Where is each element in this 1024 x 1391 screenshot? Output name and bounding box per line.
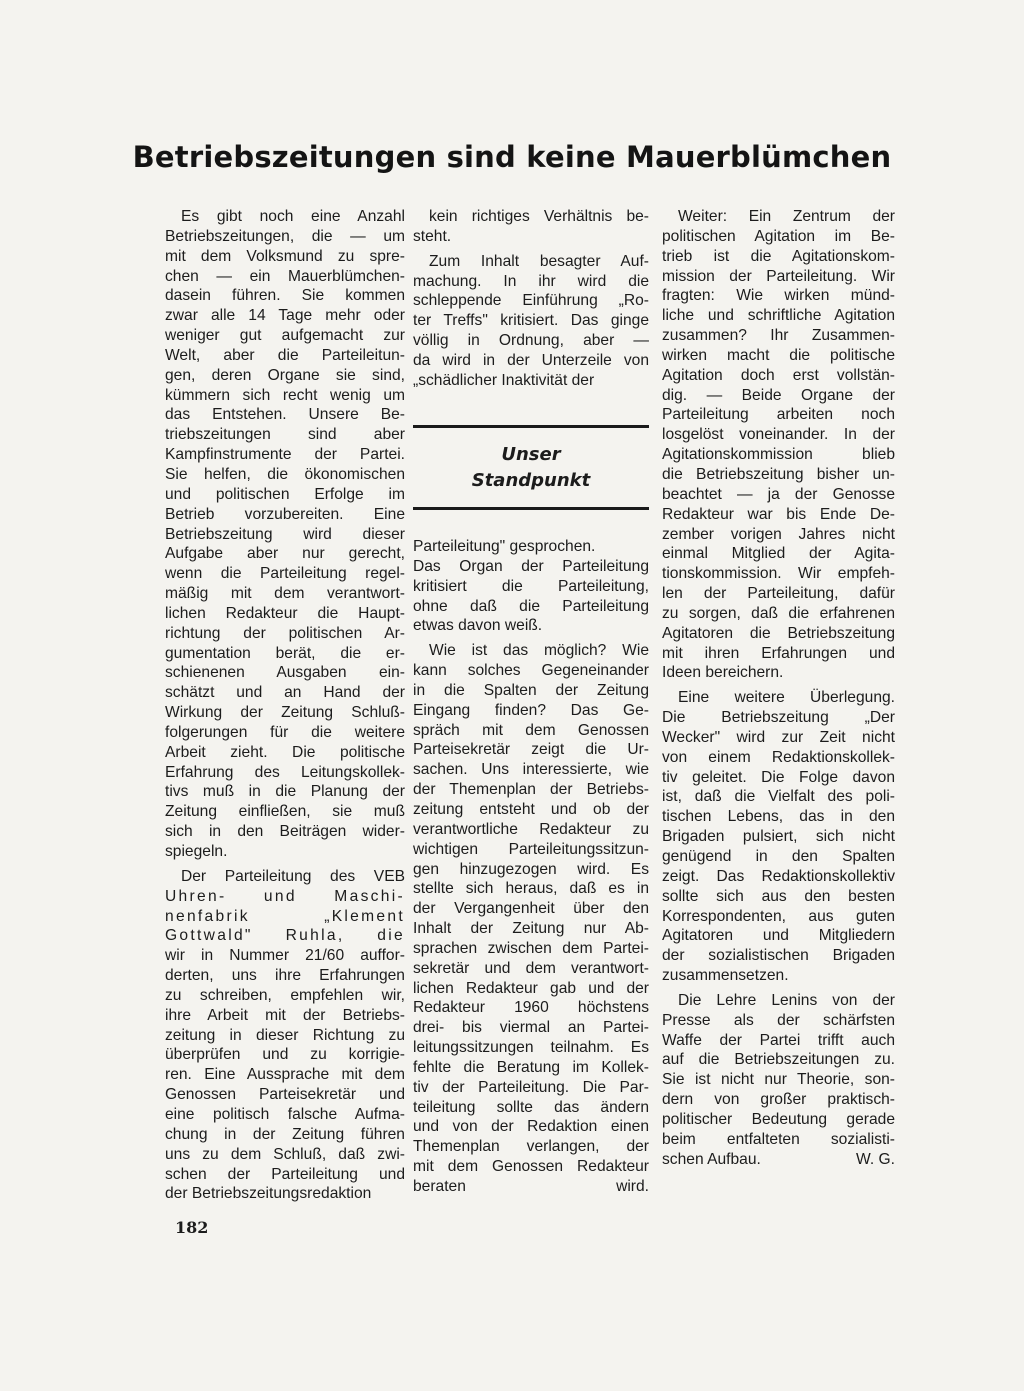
text-line: Welt, aber die Parteileitun- xyxy=(165,346,405,364)
text-line: mission der Parteileitung. Wir xyxy=(662,267,895,285)
text-line: chung in der Zeitung führen xyxy=(165,1125,405,1143)
column-3 xyxy=(662,207,895,1170)
text-line: zeitung entsteht und ob der xyxy=(413,800,649,818)
text-line: politischer Bedeutung gerade xyxy=(662,1110,895,1128)
column-2-upper xyxy=(413,207,649,391)
text-line: Eine weitere Überlegung. xyxy=(678,689,895,707)
text-line: spräch mit dem Genossen xyxy=(413,721,649,739)
text-line: losgelöst voneinander. In der xyxy=(662,426,895,444)
text-line: wir in Nummer 21/60 auffor- xyxy=(165,947,405,965)
text-line: schen der Parteileitung und xyxy=(165,1165,405,1183)
text-line: tionskommission. Wir empfeh- xyxy=(662,565,895,583)
text-line: Parteileitung arbeiten noch xyxy=(662,406,895,424)
text-line: überprüfen und zu korrigie- xyxy=(165,1046,405,1064)
text-line: zeitung in dieser Richtung zu xyxy=(165,1026,405,1044)
text-line: eine politisch falsche Aufma- xyxy=(165,1105,405,1123)
text-line: Redakteur 1960 höchstens xyxy=(413,999,649,1017)
text-line: tivs muß in die Planung der xyxy=(165,783,405,801)
text-line: wirken macht die politische xyxy=(662,346,895,364)
text-line: leitungssitzungen teilnahm. Es xyxy=(413,1039,649,1057)
text-line: Inhalt der Zeitung nur Ab- xyxy=(413,920,649,938)
text-line: lichen Redakteur gab und der xyxy=(413,979,649,997)
text-line: Ideen bereichern. xyxy=(662,664,784,682)
text-line: in die Spalten der Zeitung xyxy=(413,681,649,699)
text-line: sachen. Uns interessierte, wie xyxy=(413,761,649,779)
text-line: Agitatoren die Betriebszeitung xyxy=(662,624,895,642)
text-line: spiegeln. xyxy=(165,843,228,860)
text-line: steht. xyxy=(413,227,452,245)
text-line: Wecker" wird zur Zeit nicht xyxy=(662,728,895,746)
text-line: Betrieb vorzubereiten. Eine xyxy=(165,505,405,523)
text-line: einmal Mitglied der Agita- xyxy=(662,545,895,563)
text-line: verantwortliche Redakteur zu xyxy=(413,820,649,838)
text-line: nenfabrik „Klement xyxy=(165,907,405,925)
text-line: liche und schriftliche Agitation xyxy=(662,307,895,325)
text-line: Presse als der schärfsten xyxy=(662,1011,895,1029)
text-line: zwar alle 14 Tage mehr oder xyxy=(165,307,405,325)
text-line: zusammen? Ihr Zusammen- xyxy=(662,327,895,345)
text-line: chen — ein Mauerblümchen- xyxy=(165,267,405,285)
text-line: Waffe der Partei trifft auch xyxy=(662,1031,895,1049)
text-line: Die Betriebszeitung „Der xyxy=(662,709,895,727)
text-line: fragten: Wie wirken münd- xyxy=(662,287,895,305)
text-line: Zum Inhalt besagter Auf- xyxy=(429,252,649,270)
page-number: 182 xyxy=(175,1218,209,1237)
text-line: Agitationskommission blieb xyxy=(662,446,895,464)
text-line: mäßig mit dem verantwort- xyxy=(165,585,405,603)
text-line: auf die Betriebszeitungen zu. xyxy=(662,1051,895,1069)
text-line: ter Treffs" kritisiert. Das ginge xyxy=(413,312,649,330)
text-line: Die Lehre Lenins von der xyxy=(678,991,895,1009)
text-line: stellte sich heraus, daß es in xyxy=(413,880,649,898)
box-top-rule xyxy=(413,425,649,428)
text-line: mit dem Volksmund zu spre- xyxy=(165,247,405,265)
text-line: von einem Redaktionskollek- xyxy=(662,748,895,766)
text-line: beraten wird. xyxy=(413,1178,649,1195)
text-line: gen, deren Organe sie sind, xyxy=(165,366,405,384)
text-line: der Themenplan der Betriebs- xyxy=(413,781,649,799)
text-line: Parteisekretär zeigt die Ur- xyxy=(413,741,649,759)
text-line: völlig in Ordnung, aber — xyxy=(413,332,649,350)
text-line: wichtigen Parteileitungssitzun- xyxy=(413,840,649,858)
text-line: Betriebszeitungen, die — um xyxy=(165,227,405,245)
text-line: Arbeit zieht. Die politische xyxy=(165,743,405,761)
box-heading-line-1: Unser xyxy=(501,444,561,465)
text-line: kritisiert die Parteileitung, xyxy=(413,577,649,595)
text-line: und politischen Erfolge im xyxy=(165,485,405,503)
text-line: Redakteur war bis Ende De- xyxy=(662,505,895,523)
text-line: derten, uns ihre Erfahrungen xyxy=(165,967,405,985)
text-line: mit dem Genossen Redakteur xyxy=(413,1158,649,1176)
text-line: zu schreiben, empfehlen wir, xyxy=(165,986,405,1004)
text-line: Zeitung einfließen, sie muß xyxy=(165,803,405,821)
box-bottom-rule xyxy=(413,507,649,510)
text-line: Agitatoren und Mitgliedern xyxy=(662,927,895,945)
text-line: zusammensetzen. xyxy=(662,967,789,985)
text-line: Sie ist nicht nur Theorie, son- xyxy=(662,1071,895,1089)
text-line: lichen Redakteur die Haupt- xyxy=(165,604,405,622)
text-line: Erfahrung des Leitungskollek- xyxy=(165,763,405,781)
text-line: schleppende Einführung „Ro- xyxy=(413,292,649,310)
text-line: Brigaden pulsiert, sich nicht xyxy=(662,828,895,846)
text-line: Wie ist das möglich? Wie xyxy=(429,642,649,660)
text-line: kümmern sich recht wenig um xyxy=(165,386,405,404)
text-line: sich in den Beiträgen wider- xyxy=(165,823,405,841)
text-line: dern von großer praktisch- xyxy=(662,1091,895,1109)
text-line: das Entstehen. Unsere Be- xyxy=(165,406,405,424)
text-line: zeigt. Das Redaktionskollektiv xyxy=(662,867,895,885)
text-line: genügend in den Spalten xyxy=(662,848,895,865)
text-line: Aufgabe aber nur gerecht, xyxy=(165,545,405,563)
text-line: politischen Agitation im Be- xyxy=(662,227,895,245)
text-line: machung. In ihr wird die xyxy=(413,272,649,290)
text-line: Gottwald" Ruhla, die xyxy=(165,927,405,945)
text-line: schätzt und an Hand der xyxy=(165,684,405,702)
text-line: ohne daß die Parteileitung xyxy=(413,597,649,615)
text-line: sekretär und dem verantwort- xyxy=(413,959,649,977)
text-line: Weiter: Ein Zentrum der xyxy=(678,208,895,225)
text-line: Sie helfen, die ökonomischen xyxy=(165,465,405,483)
text-line: len der Parteileitung, dafür xyxy=(662,585,895,603)
text-line: sollte sich aus den besten xyxy=(662,887,895,905)
text-line: beim entfalteten sozialisti- xyxy=(662,1130,895,1148)
column-2-lower xyxy=(413,537,649,1197)
text-line: etwas davon weiß. xyxy=(413,617,543,635)
text-line: zember vorigen Jahres nicht xyxy=(662,525,895,543)
text-line: drei- bis viermal an Partei- xyxy=(413,1019,649,1037)
text-line: triebszeitungen sind aber xyxy=(165,426,405,444)
text-line: Der Parteileitung des VEB xyxy=(181,867,405,885)
text-line: der Betriebszeitungsredaktion xyxy=(165,1185,372,1203)
text-line: tiv der Parteileitung. Die Par- xyxy=(413,1078,649,1096)
text-line: folgerungen für die weitere xyxy=(165,723,405,741)
text-line: Themenplan verlangen, der xyxy=(413,1138,649,1156)
text-line: teileitung sollte das ändern xyxy=(413,1098,649,1116)
text-line: „schädlicher Inaktivität der xyxy=(413,371,595,389)
text-line: weniger gut aufgemacht zur xyxy=(165,327,405,345)
text-line: Korrespondenten, aus guten xyxy=(662,907,895,925)
text-line: Uhren- und Maschi- xyxy=(165,887,405,905)
text-line: ren. Eine Aussprache mit dem xyxy=(165,1066,405,1084)
text-line: der Vergangenheit über den xyxy=(413,900,649,918)
text-line: uns zu dem Schluß, daß zwi- xyxy=(165,1145,405,1163)
text-line: schienenen Ausgaben ein- xyxy=(165,664,405,682)
article-title: Betriebszeitungen sind keine Mauerblümchen xyxy=(132,140,892,174)
text-line: mit ihren Erfahrungen und xyxy=(662,644,895,662)
signature: W. G. xyxy=(856,1150,895,1168)
text-line: der sozialistischen Brigaden xyxy=(662,947,895,965)
text-line: Kampfinstrumente der Partei. xyxy=(165,446,405,464)
text-line: gen hinzugezogen wird. Es xyxy=(413,860,649,878)
text-line: ist, daß die Vielfalt des poli- xyxy=(662,788,895,806)
text-line: und von der Redaktion einen xyxy=(413,1118,649,1136)
text-line: Wirkung der Zeitung Schluß- xyxy=(165,704,405,722)
text-line: Betriebszeitung wird dieser xyxy=(165,525,405,543)
box-heading-line-2: Standpunkt xyxy=(471,470,591,491)
text-line: Agitation doch erst vollstän- xyxy=(662,366,895,384)
text-line: wenn die Parteileitung regel- xyxy=(165,565,405,583)
text-line: fehlte die Beratung im Kollek- xyxy=(413,1058,649,1076)
text-line: tiv geleitet. Die Folge davon xyxy=(662,768,895,786)
text-line: dig. — Beide Organe der xyxy=(662,386,895,404)
text-line: ihre Arbeit mit der Betriebs- xyxy=(165,1006,405,1024)
text-line: zu sorgen, daß die erfahrenen xyxy=(662,604,895,622)
text-line: Genossen Parteisekretär und xyxy=(165,1086,405,1104)
text-line: Es gibt noch eine Anzahl xyxy=(181,208,405,225)
text-line: da wird in der Unterzeile von xyxy=(413,351,649,369)
text-line: Parteileitung" gesprochen. xyxy=(413,538,596,555)
column-1 xyxy=(165,207,405,1204)
text-line: dasein führen. Sie kommen xyxy=(165,287,405,305)
text-line: sprachen zwischen dem Partei- xyxy=(413,939,649,957)
text-line: Eingang finden? Das Ge- xyxy=(413,701,649,719)
text-line: beachtet — ja der Genosse xyxy=(662,485,895,503)
text-line: kein richtiges Verhältnis be- xyxy=(429,208,649,225)
text-line: trieb ist die Agitationskom- xyxy=(662,247,895,265)
text-line: tischen Lebens, das in den xyxy=(662,808,895,826)
text-line: richtung der politischen Ar- xyxy=(165,624,405,642)
text-line: Das Organ der Parteileitung xyxy=(413,557,649,575)
text-line: die Betriebszeitung bisher un- xyxy=(662,465,895,483)
text-line: gumentation berät, die er- xyxy=(165,644,405,662)
text-line: schen Aufbau. W. G. xyxy=(662,1150,895,1168)
text-line: kann solches Gegeneinander xyxy=(413,662,649,680)
